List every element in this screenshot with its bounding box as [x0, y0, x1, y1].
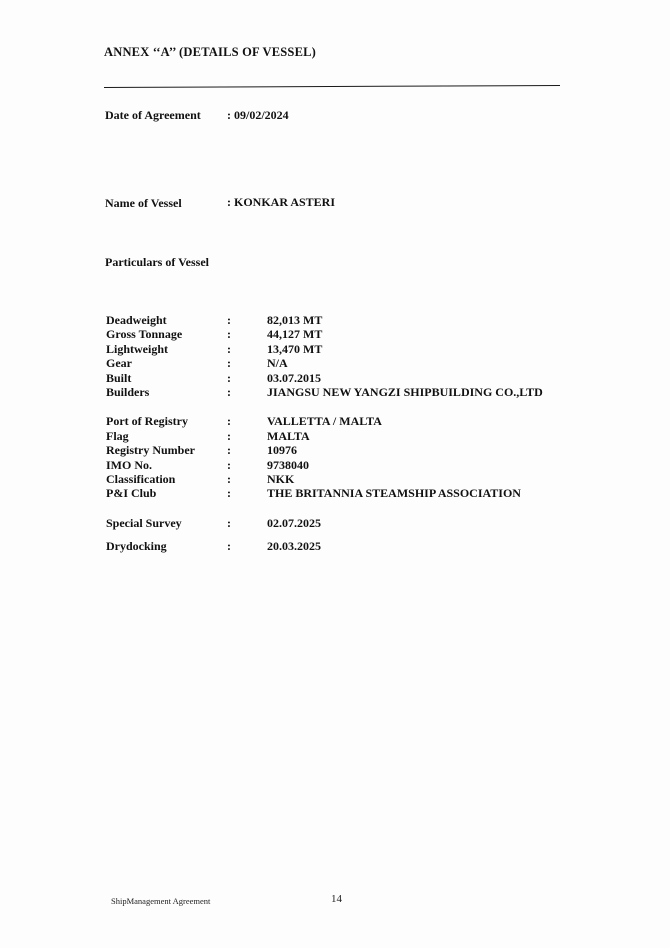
- registry-value: 10976: [267, 443, 297, 457]
- registry-value: MALTA: [267, 429, 310, 443]
- particular-label: Gear: [106, 356, 132, 370]
- particular-colon: :: [227, 313, 231, 327]
- survey-label: Drydocking: [106, 539, 167, 553]
- particular-value: 13,470 MT: [267, 342, 323, 356]
- horizontal-divider: [104, 85, 560, 88]
- footer-agreement-name: ShipManagement Agreement: [111, 896, 211, 906]
- registry-colon: :: [227, 429, 231, 443]
- particular-label: Lightweight: [106, 342, 169, 356]
- date-of-agreement-value: : 09/02/2024: [227, 108, 289, 122]
- particular-colon: :: [227, 327, 231, 341]
- particular-colon: :: [227, 371, 231, 385]
- date-of-agreement-label: Date of Agreement: [105, 108, 201, 122]
- registry-colon: :: [227, 472, 231, 486]
- registry-label: IMO No.: [106, 458, 152, 472]
- registry-colon: :: [227, 458, 231, 472]
- registry-label: P&I Club: [106, 486, 157, 500]
- particular-label: Deadweight: [106, 313, 167, 327]
- registry-colon: :: [227, 443, 231, 457]
- particular-colon: :: [227, 342, 231, 356]
- survey-value: 20.03.2025: [267, 539, 321, 553]
- registry-value: THE BRITANNIA STEAMSHIP ASSOCIATION: [267, 486, 521, 500]
- survey-colon: :: [227, 539, 231, 553]
- survey-colon: :: [227, 516, 231, 530]
- particular-value: 44,127 MT: [267, 327, 323, 341]
- registry-value: VALLETTA / MALTA: [267, 414, 382, 428]
- survey-value: 02.07.2025: [267, 516, 321, 530]
- particular-value: JIANGSU NEW YANGZI SHIPBUILDING CO.,LTD: [267, 385, 543, 399]
- registry-colon: :: [227, 486, 231, 500]
- particular-label: Builders: [106, 385, 150, 399]
- registry-label: Registry Number: [106, 443, 195, 457]
- particular-value: N/A: [267, 356, 288, 370]
- vessel-name-value: : KONKAR ASTERI: [227, 195, 336, 209]
- particulars-heading: Particulars of Vessel: [105, 255, 209, 269]
- registry-label: Port of Registry: [106, 414, 188, 428]
- particular-label: Built: [106, 371, 132, 385]
- vessel-name-label: Name of Vessel: [105, 196, 182, 210]
- registry-value: NKK: [267, 472, 295, 486]
- particular-label: Gross Tonnage: [106, 327, 183, 341]
- annex-title: ANNEX ‘‘A’’ (DETAILS OF VESSEL): [104, 45, 317, 59]
- particular-colon: :: [227, 356, 231, 370]
- page-number: 14: [331, 893, 342, 905]
- particular-value: 82,013 MT: [267, 313, 323, 327]
- particular-colon: :: [227, 385, 231, 399]
- particular-value: 03.07.2015: [267, 371, 321, 385]
- survey-label: Special Survey: [106, 516, 182, 530]
- registry-label: Flag: [106, 429, 129, 443]
- registry-value: 9738040: [267, 458, 309, 472]
- registry-label: Classification: [106, 472, 176, 486]
- registry-colon: :: [227, 414, 231, 428]
